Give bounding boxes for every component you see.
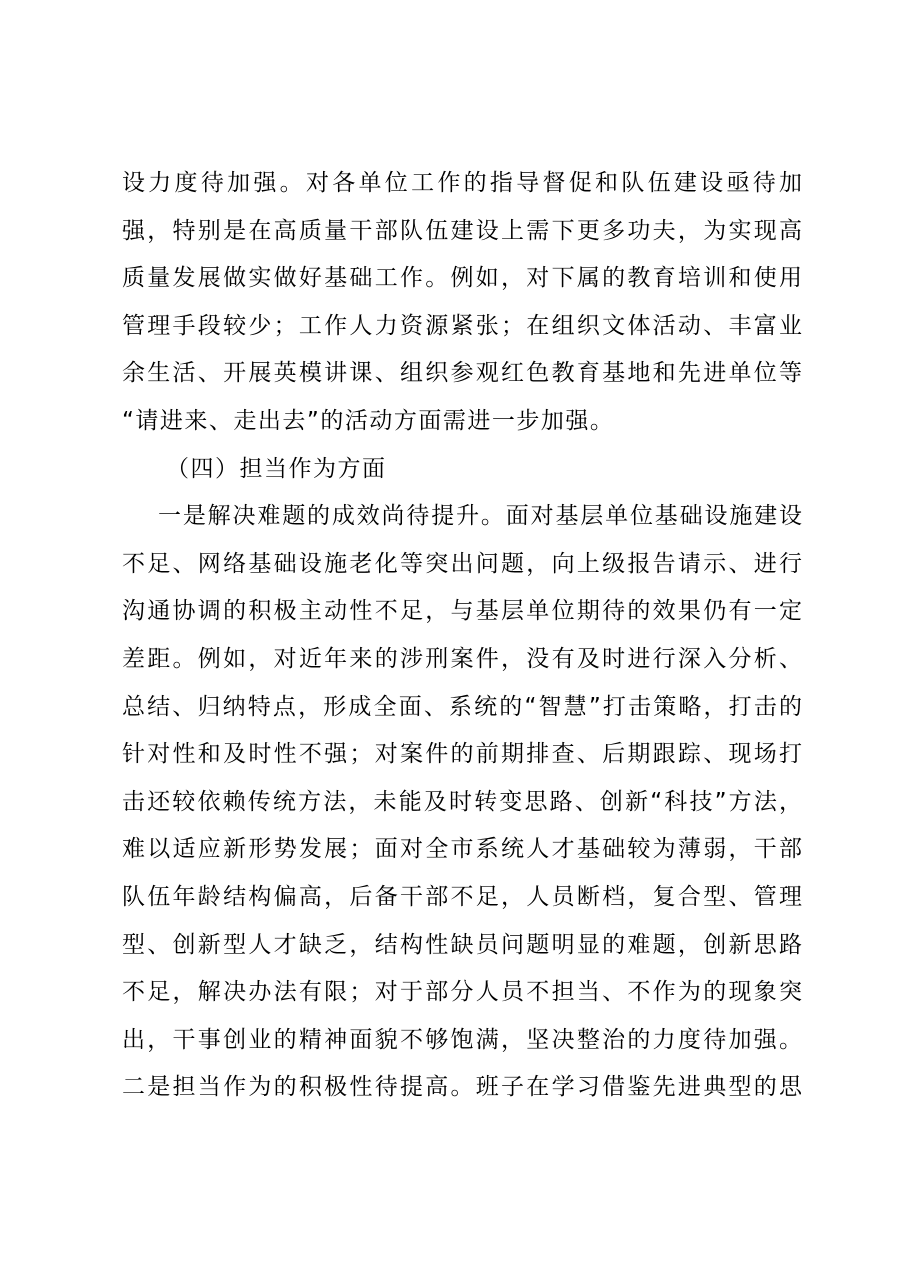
- text-line: 管理手段较少；工作人力资源紧张；在组织文体活动、丰富业: [122, 312, 802, 339]
- text-line: 不足、网络基础设施老化等突出问题，向上级报告请示、进行: [122, 550, 802, 577]
- text-line: 难以适应新形势发展；面对全市系统人才基础较为薄弱，干部: [122, 836, 802, 863]
- text-line: 沟通协调的积极主动性不足，与基层单位期待的效果仍有一定: [122, 598, 802, 625]
- body-text: [122, 160, 802, 1112]
- text-line: 余生活、开展英模讲课、组织参观红色教育基地和先进单位等: [122, 360, 802, 387]
- text-line: 针对性和及时性不强；对案件的前期排查、后期跟踪、现场打: [122, 741, 802, 768]
- text-line: “请进来、走出去”的活动方面需进一步加强。: [122, 407, 615, 434]
- text-line: 击还较依赖传统方法，未能及时转变思路、创新“科技”方法，: [122, 788, 802, 815]
- text-line: 不足，解决办法有限；对于部分人员不担当、不作为的现象突: [122, 979, 802, 1006]
- text-line: 总结、归纳特点，形成全面、系统的“智慧”打击策略，打击的: [122, 693, 802, 720]
- text-line: 差距。例如，对近年来的涉刑案件，没有及时进行深入分析、: [122, 645, 802, 672]
- section-heading: （四）担当作为方面: [166, 455, 387, 482]
- text-line: 二是担当作为的积极性待提高。班子在学习借鉴先进典型的思: [122, 1074, 802, 1101]
- text-line: 型、创新型人才缺乏，结构性缺员问题明显的难题，创新思路: [122, 931, 802, 958]
- text-line: 设力度待加强。对各单位工作的指导督促和队伍建设亟待加: [122, 170, 802, 196]
- text-line: 队伍年龄结构偏高，后备干部不足，人员断档，复合型、管理: [122, 883, 802, 910]
- text-line: 质量发展做实做好基础工作。例如，对下属的教育培训和使用: [122, 265, 802, 292]
- text-line: 强，特别是在高质量干部队伍建设上需下更多功夫，为实现高: [122, 217, 802, 244]
- text-line: 出，干事创业的精神面貌不够饱满，坚决整治的力度待加强。: [122, 1026, 802, 1053]
- text-line: 一是解决难题的成效尚待提升。面对基层单位基础设施建设: [158, 503, 802, 530]
